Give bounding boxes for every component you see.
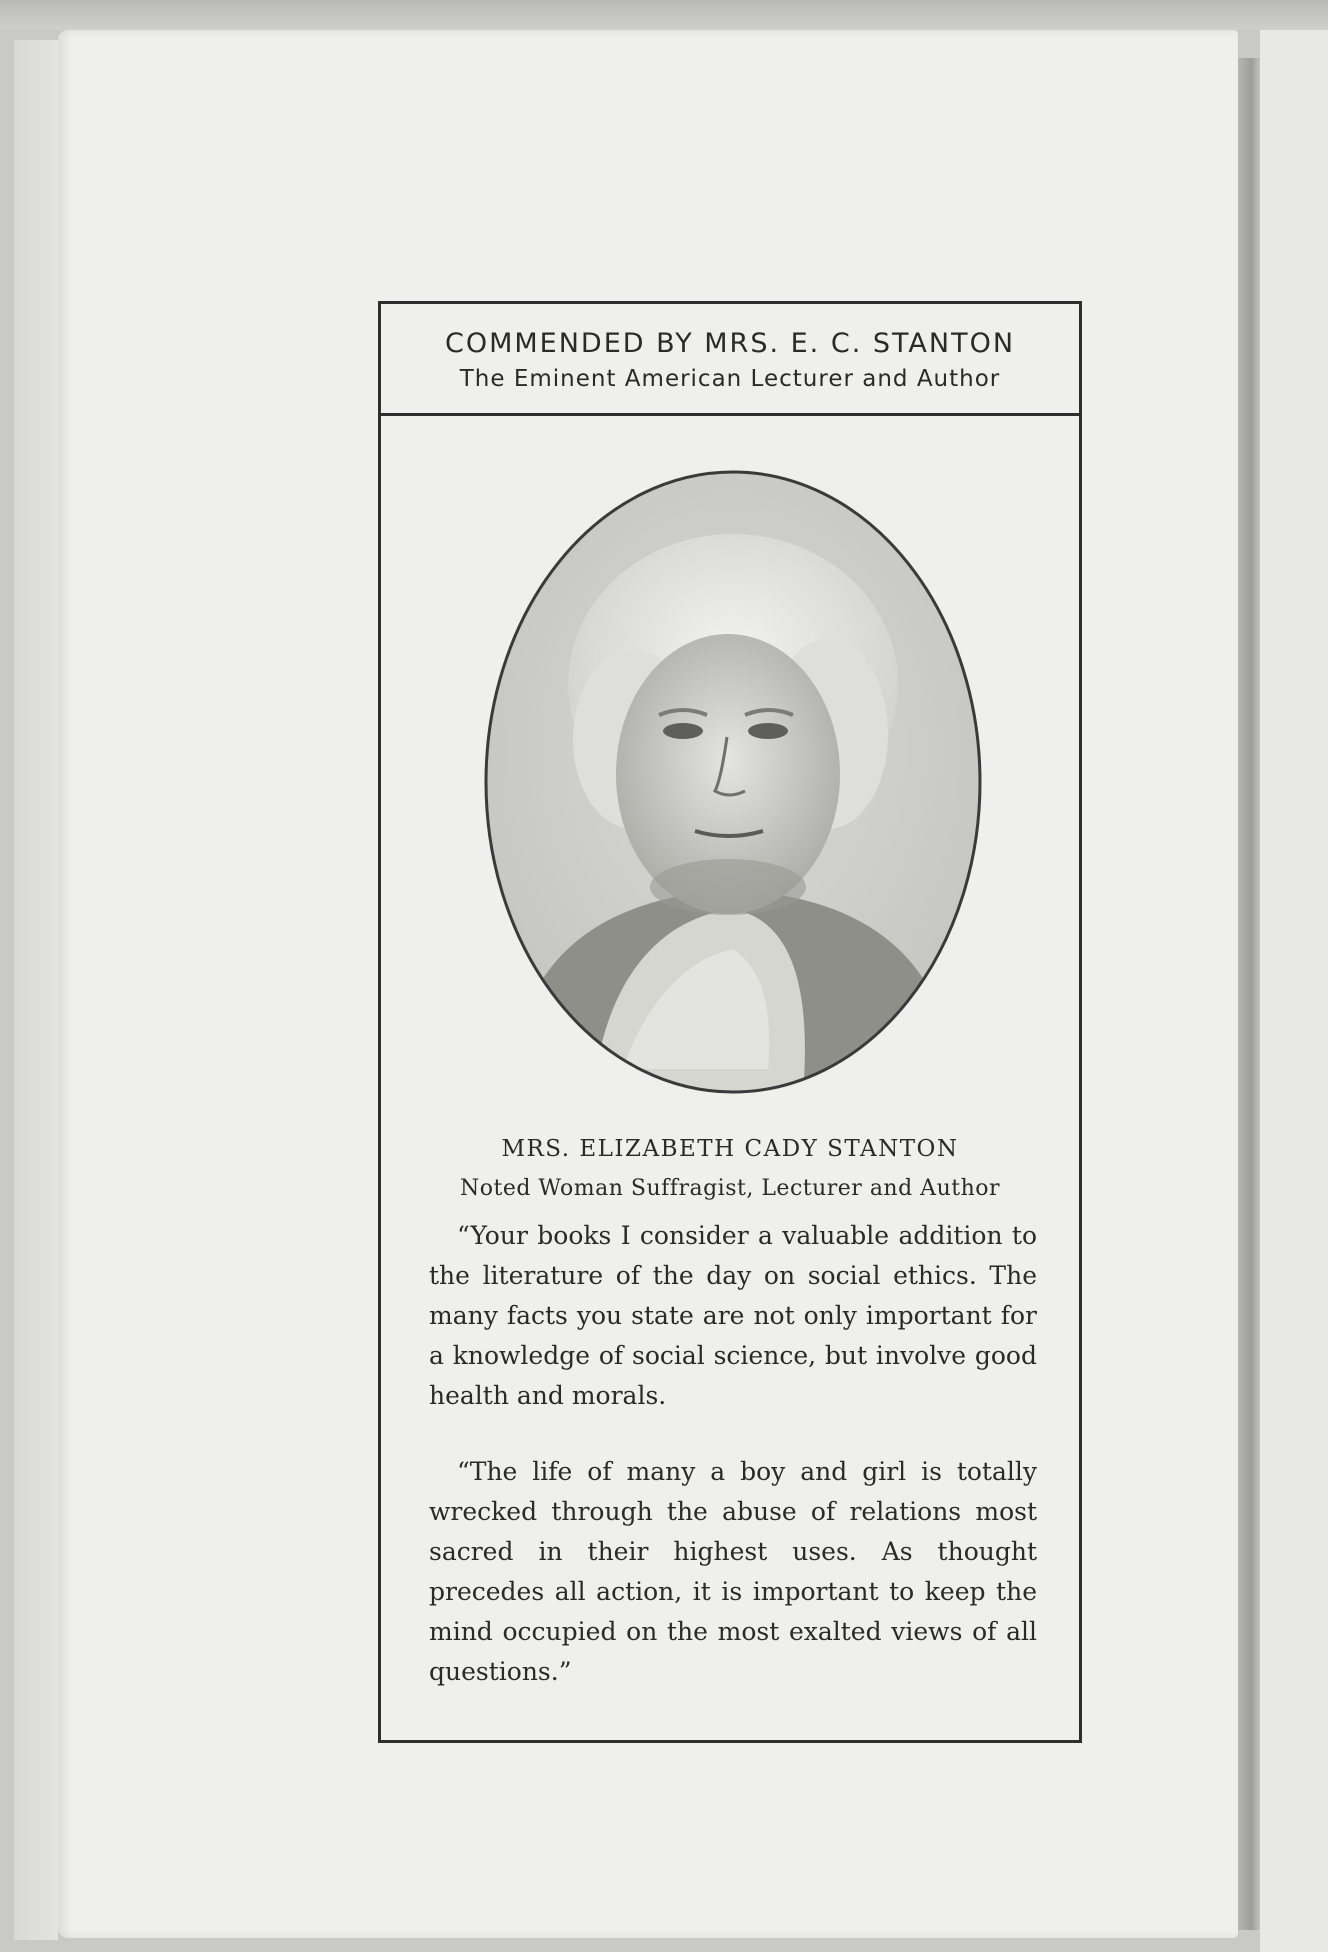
- scan-background-top: [0, 0, 1328, 30]
- caption-name: MRS. ELIZABETH CADY STANTON: [501, 1136, 959, 1162]
- commendation-frame: [378, 301, 1082, 1743]
- page-left-edge: [14, 40, 58, 1940]
- facing-page-margin: [1260, 30, 1328, 1952]
- header-title: COMMENDED BY MRS. E. C. STANTON: [444, 328, 1016, 359]
- header-box: [381, 304, 1079, 416]
- book-page: [58, 30, 1238, 1938]
- caption-role: Noted Woman Suffragist, Lecturer and Author: [459, 1176, 1001, 1201]
- quote-paragraph-1: “Your books I consider a valuable addition to the literature of the day on social ethics. The many facts you state are not only important for a knowledge of social science, but involve good health and morals.: [429, 1221, 1037, 1410]
- header-subtitle: The Eminent American Lecturer and Author: [459, 366, 1001, 392]
- page-right-edge: [1238, 58, 1260, 1930]
- portrait-photo: [483, 469, 983, 1095]
- quote-paragraph-2: “The life of many a boy and girl is totally wrecked through the abuse of relations most sacred in their highest uses. As thought precedes all action, it is important to keep the mind occupied on the most exalted views of all questions.”: [429, 1457, 1037, 1686]
